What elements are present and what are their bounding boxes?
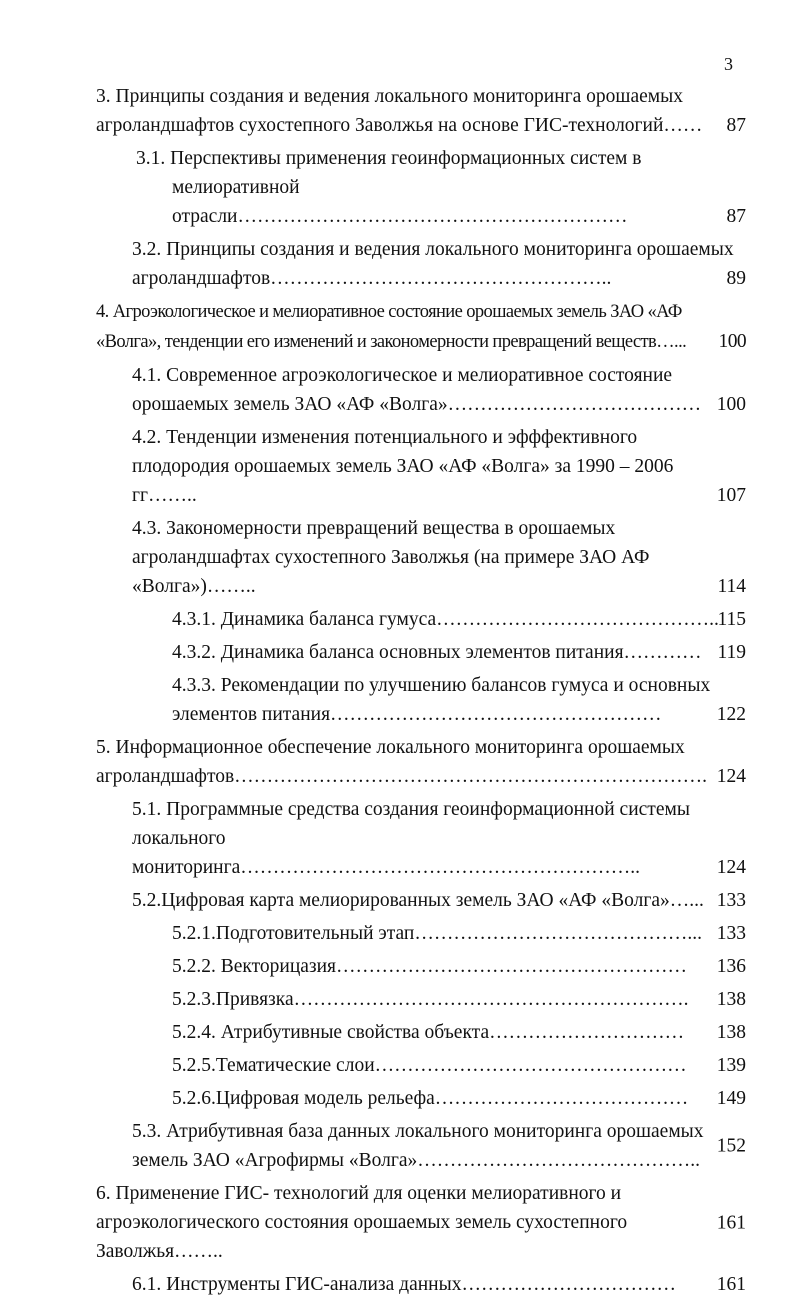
toc-entry-6 [0,1179,796,1266]
toc-entry-page: 139 [716,1055,746,1076]
toc-entry-text: 6.1. Инструменты ГИС-анализа данных…………………………… [132,1274,676,1295]
toc-entry-5-2-6 [0,1084,796,1113]
toc-entry-page: 161 [716,1274,746,1295]
toc-entry-page: 138 [716,1022,746,1043]
toc-entry-text: 4.3.1. Динамика баланса гумуса…………………………………….. [172,609,719,630]
toc-entry-5-2-1 [0,919,796,948]
toc-entry-4-3 [0,514,796,601]
toc-entry-text: 4. Агроэкологическое и мелиоративное состояние орошаемых земель ЗАО «АФ «Волга», тенденции его изменений и закономерности превращений веществ…... [96,302,687,352]
toc-entry-page: 152 [716,1135,746,1157]
toc-entry-page: 114 [717,576,746,597]
toc-entry-5-1 [0,795,796,882]
toc-entry-4-3-3 [0,671,796,729]
toc-entry-text: 5.2.1.Подготовительный этап……………………………………... [172,923,702,944]
toc-entry-page: 136 [716,956,746,977]
toc-entry-5-3 [0,1117,796,1175]
toc-entry-text: 5.1. Программные средства создания геоинформационной системы локального мониторинга…………………………………………………….. [132,799,690,878]
toc-entry-text: 4.3. Закономерности превращений вещества в орошаемых агроландшафтах сухостепного Заволжья (на примере ЗАО АФ «Волга»)…….. [132,518,650,597]
toc-entry-6-1 [0,1270,796,1299]
toc-entry-5-2-3 [0,985,796,1014]
toc-entry-text: 5.2.4. Атрибутивные свойства объекта………………………… [172,1022,685,1043]
toc-entry-text: 4.1. Современное агроэкологическое и мелиоративное состояние орошаемых земель ЗАО «АФ «Волга»………………………………… [132,365,702,415]
toc-entry-3-2 [0,235,796,293]
toc-entry-page: 119 [717,642,746,663]
toc-entry-4 [0,297,796,357]
toc-entry-text: 5.3. Атрибутивная база данных локального мониторинга орошаемых земель ЗАО «Агрофирмы «Волга»…………………………………….. [132,1121,704,1171]
toc-entry-page: 100 [716,394,746,415]
toc-entry-page: 89 [726,268,746,289]
toc-entry-text: 5. Информационное обеспечение локального мониторинга орошаемых агроландшафтов………………………………………………………………. [96,737,708,787]
toc-entry-page: 161 [716,1212,746,1233]
toc-entry-5 [0,733,796,791]
toc-entry-3-1 [0,144,796,231]
page-number: 3 [724,54,733,74]
toc-entry-5-2 [0,886,796,915]
toc-entry-page: 149 [716,1088,746,1109]
toc-entry-5-2-5 [0,1051,796,1080]
toc-entry-text: 5.2.6.Цифровая модель рельефа………………………………… [172,1088,689,1109]
toc-entry-page: 124 [716,857,746,878]
toc-entry-page: 122 [716,704,746,725]
toc-entry-text: 5.2.3.Привязка……………………………………………………. [172,989,689,1010]
toc-entry-5-2-2 [0,952,796,981]
toc-entry-page: 107 [716,485,746,506]
toc-entry-page: 115 [717,609,746,630]
toc-entry-4-2 [0,423,796,510]
toc-entry-page: 87 [726,115,746,136]
toc-entry-text: 3. Принципы создания и ведения локального мониторинга орошаемых агроландшафтов сухостепного Заволжья на основе ГИС-технологий…… [96,86,703,136]
toc-entry-4-1 [0,361,796,419]
toc-entry-page: 138 [716,989,746,1010]
toc-entry-4-3-2 [0,638,796,667]
toc-entry-text: 6. Применение ГИС- технологий для оценки мелиоративного и агроэкологического состояния орошаемых земель сухостепного Заволжья…….. [96,1183,628,1262]
toc-entry-text: 5.2.2. Векторицазия……………………………………………… [172,956,688,977]
toc-entry-page: 133 [716,890,746,911]
toc-entry-page: 87 [726,206,746,227]
toc-entry-text: 5.2.5.Тематические слои………………………………………… [172,1055,687,1076]
toc-entry-text: 3.2. Принципы создания и ведения локального мониторинга орошаемых агроландшафтов…………………………………………….. [132,239,734,289]
toc-entry-3 [0,82,796,140]
toc-entry-text: 4.2. Тенденции изменения потенциального и эфффективного плодородия орошаемых земель ЗАО «АФ «Волга» за 1990 – 2006 гг…….. [132,427,674,506]
toc-entry-text: 4.3.3. Рекомендации по улучшению балансов гумуса и основных элементов питания…………………………………………… [172,675,711,725]
toc-entry-5-2-4 [0,1018,796,1047]
toc-entry-text: 5.2.Цифровая карта мелиорированных земель ЗАО «АФ «Волга»…... [132,890,704,911]
table-of-contents [0,82,796,1303]
toc-entry-page: 133 [716,923,746,944]
toc-entry-4-3-1 [0,605,796,634]
toc-entry-text: 4.3.2. Динамика баланса основных элементов питания………… [172,642,702,663]
toc-entry-page: 124 [716,766,746,787]
toc-entry-text: 3.1. Перспективы применения геоинформационных систем в мелиоративной отрасли…………………………………………………… [136,148,642,227]
toc-entry-page: 100 [718,331,746,352]
